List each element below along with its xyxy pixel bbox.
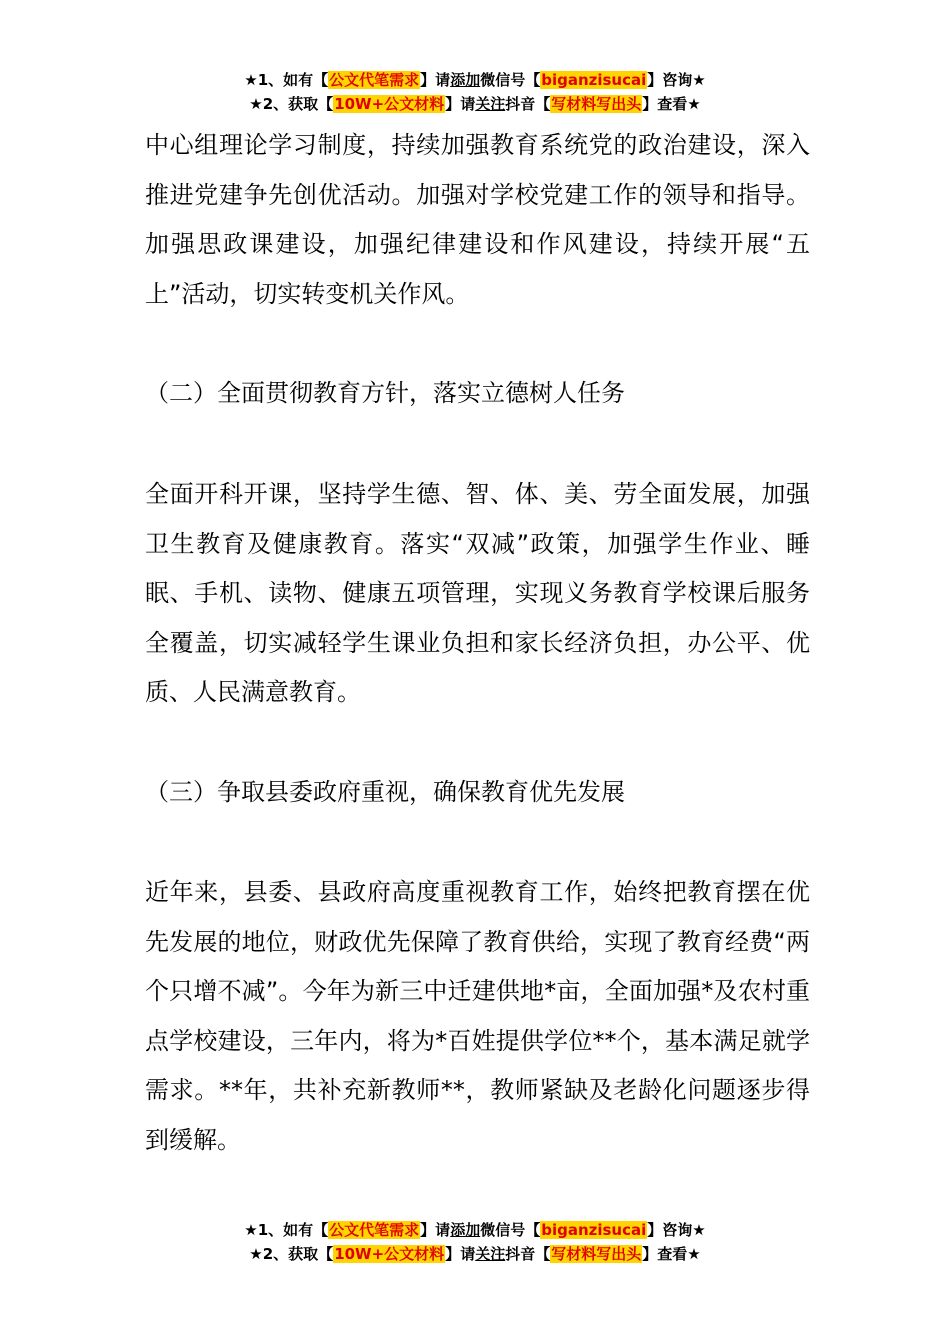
section-heading-2: （二）全面贯彻教育方针，落实立德树人任务 (145, 379, 625, 407)
banner-text: ★2、获取【 (249, 1245, 334, 1263)
section-heading-3: （三）争取县委政府重视，确保教育优先发展 (145, 778, 625, 806)
banner-text: 微信号【 (480, 1221, 541, 1239)
banner-text: 】请 (445, 95, 476, 113)
highlight-text: 10W+公文材料 (334, 95, 445, 113)
paragraph-1: 中心组理论学习制度，持续加强教育系统党的政治建设，深入推进党建争先创优活动。加强对学校党建工作的领导和指导。加强思政课建设，加强纪律建设和作风建设，持续开展“五上”活动，切实转变机关作风。 (145, 131, 810, 308)
banner-text: ★1、如有【 (244, 71, 329, 89)
banner-line-1 (0, 68, 950, 92)
highlight-text: biganzisucai (541, 71, 647, 89)
highlight-text: 公文代笔需求 (329, 71, 420, 89)
underlined-text: 关注 (475, 95, 506, 113)
banner-text: 微信号【 (480, 71, 541, 89)
banner-text: 】请 (420, 71, 451, 89)
banner-text: ★1、如有【 (244, 1221, 329, 1239)
banner-line-1 (0, 1218, 950, 1242)
banner-text: ★2、获取【 (249, 95, 334, 113)
underlined-text: 添加 (450, 71, 481, 89)
underlined-text: 关注 (475, 1245, 506, 1263)
banner-text: 】咨询★ (647, 71, 706, 89)
highlight-text: 写材料写出头 (551, 95, 642, 113)
header-banner (0, 68, 950, 116)
paragraph-2: 全面开科开课，坚持学生德、智、体、美、劳全面发展，加强卫生教育及健康教育。落实“双减”政策，加强学生作业、睡眠、手机、读物、健康五项管理，实现义务教育学校课后服务全覆盖，切实减轻学生课业负担和家长经济负担，办公平、优质、人民满意教育。 (145, 480, 810, 706)
underlined-text: 添加 (450, 1221, 481, 1239)
banner-line-2 (0, 92, 950, 116)
paragraph-3: 近年来，县委、县政府高度重视教育工作，始终把教育摆在优先发展的地位，财政优先保障了教育供给，实现了教育经费“两个只增不减”。今年为新三中迁建供地*亩，全面加强*及农村重点学校建设，三年内，将为*百姓提供学位**个，基本满足就学需求。**年，共补充新教师**，教师紧缺及老龄化问题逐步得到缓解。 (145, 878, 810, 1154)
footer-banner (0, 1218, 950, 1266)
banner-line-2 (0, 1242, 950, 1266)
banner-text: 】查看★ (642, 95, 701, 113)
banner-text: 抖音【 (505, 1245, 551, 1263)
highlight-text: biganzisucai (541, 1221, 647, 1239)
banner-text: 】咨询★ (647, 1221, 706, 1239)
banner-text: 抖音【 (505, 95, 551, 113)
banner-text: 】查看★ (642, 1245, 701, 1263)
highlight-text: 公文代笔需求 (329, 1221, 420, 1239)
banner-text: 】请 (445, 1245, 476, 1263)
highlight-text: 写材料写出头 (551, 1245, 642, 1263)
banner-text: 】请 (420, 1221, 451, 1239)
highlight-text: 10W+公文材料 (334, 1245, 445, 1263)
